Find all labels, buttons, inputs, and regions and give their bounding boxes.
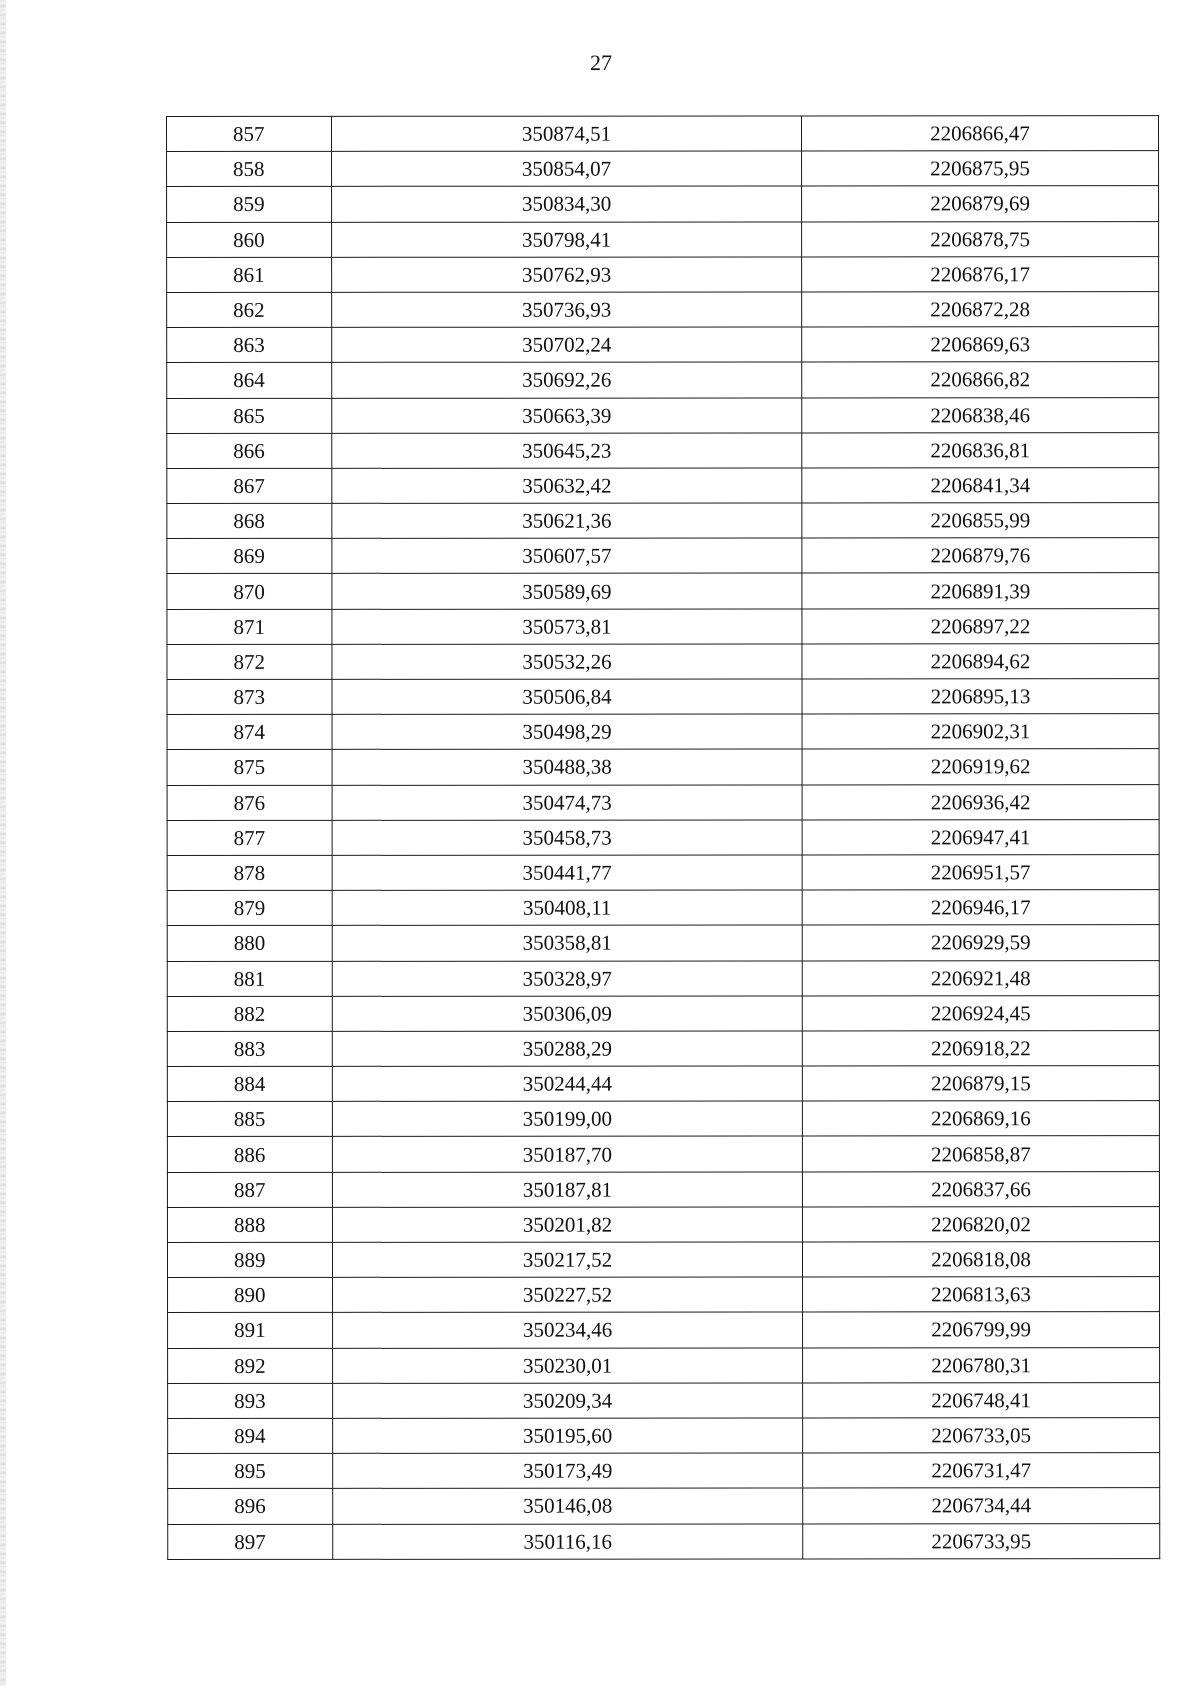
x-coordinate-cell: 350506,84 (332, 679, 802, 715)
point-number-cell: 897 (168, 1524, 333, 1559)
x-coordinate-cell: 350645,23 (332, 433, 802, 469)
point-number-cell: 868 (167, 503, 332, 538)
scan-edge (0, 0, 6, 1686)
y-coordinate-cell: 2206869,16 (802, 1101, 1159, 1136)
x-coordinate-cell: 350306,09 (332, 996, 802, 1032)
point-number-cell: 858 (167, 152, 332, 187)
y-coordinate-cell: 2206813,63 (803, 1277, 1160, 1312)
table-row (167, 890, 1159, 926)
table-row (167, 784, 1159, 820)
table-row (167, 468, 1159, 504)
y-coordinate-cell: 2206734,44 (803, 1488, 1160, 1523)
x-coordinate-cell: 350798,41 (332, 222, 802, 258)
y-coordinate-cell: 2206936,42 (802, 784, 1159, 819)
table-row (167, 256, 1159, 292)
x-coordinate-cell: 350187,81 (332, 1172, 802, 1208)
table-row (168, 1488, 1160, 1524)
table-row (167, 573, 1159, 609)
y-coordinate-cell: 2206733,05 (803, 1418, 1160, 1453)
table-row (168, 1312, 1160, 1348)
point-number-cell: 874 (167, 715, 332, 750)
y-coordinate-cell: 2206855,99 (802, 503, 1159, 538)
x-coordinate-cell: 350874,51 (332, 116, 802, 152)
x-coordinate-cell: 350692,26 (332, 362, 802, 398)
x-coordinate-cell: 350834,30 (332, 186, 802, 222)
x-coordinate-cell: 350209,34 (333, 1383, 803, 1419)
table-row (167, 432, 1159, 468)
y-coordinate-cell: 2206929,59 (802, 925, 1159, 960)
table-row (167, 749, 1159, 785)
point-number-cell: 878 (167, 855, 332, 890)
y-coordinate-cell: 2206878,75 (802, 221, 1159, 256)
x-coordinate-cell: 350607,57 (332, 538, 802, 574)
y-coordinate-cell: 2206818,08 (802, 1242, 1159, 1277)
y-coordinate-cell: 2206947,41 (802, 819, 1159, 854)
y-coordinate-cell: 2206872,28 (802, 292, 1159, 327)
x-coordinate-cell: 350663,39 (332, 397, 802, 433)
table-row (167, 221, 1159, 257)
table-row (167, 292, 1159, 328)
y-coordinate-cell: 2206841,34 (802, 468, 1159, 503)
y-coordinate-cell: 2206820,02 (802, 1206, 1159, 1241)
y-coordinate-cell: 2206869,63 (802, 327, 1159, 362)
y-coordinate-cell: 2206866,47 (802, 116, 1159, 151)
point-number-cell: 889 (167, 1242, 332, 1277)
point-number-cell: 871 (167, 609, 332, 644)
table-row (167, 116, 1159, 152)
y-coordinate-cell: 2206858,87 (802, 1136, 1159, 1171)
x-coordinate-cell: 350573,81 (332, 609, 802, 645)
y-coordinate-cell: 2206875,95 (802, 151, 1159, 186)
point-number-cell: 877 (167, 820, 332, 855)
point-number-cell: 895 (168, 1453, 333, 1488)
coordinates-table-body (167, 116, 1160, 1560)
x-coordinate-cell: 350116,16 (333, 1523, 803, 1559)
point-number-cell: 880 (167, 926, 332, 961)
page-number: 27 (590, 50, 612, 75)
point-number-cell: 873 (167, 679, 332, 714)
x-coordinate-cell: 350187,70 (332, 1136, 802, 1172)
x-coordinate-cell: 350762,93 (332, 257, 802, 293)
table-row (167, 1066, 1159, 1102)
x-coordinate-cell: 350474,73 (332, 785, 802, 821)
x-coordinate-cell: 350621,36 (332, 503, 802, 539)
x-coordinate-cell: 350227,52 (333, 1277, 803, 1313)
y-coordinate-cell: 2206876,17 (802, 256, 1159, 291)
table-row (167, 151, 1159, 187)
y-coordinate-cell: 2206879,69 (802, 186, 1159, 221)
point-number-cell: 869 (167, 539, 332, 574)
table-row (168, 1418, 1160, 1454)
point-number-cell: 888 (167, 1207, 332, 1242)
y-coordinate-cell: 2206879,15 (802, 1066, 1159, 1101)
table-row (167, 608, 1159, 644)
y-coordinate-cell: 2206838,46 (802, 397, 1159, 432)
point-number-cell: 884 (167, 1066, 332, 1101)
y-coordinate-cell: 2206894,62 (802, 643, 1159, 678)
table-row (167, 503, 1159, 539)
point-number-cell: 892 (168, 1348, 333, 1383)
table-row (167, 538, 1159, 574)
table-row (168, 1523, 1160, 1559)
x-coordinate-cell: 350632,42 (332, 468, 802, 504)
table-row (167, 995, 1159, 1031)
point-number-cell: 862 (167, 292, 332, 327)
y-coordinate-cell: 2206918,22 (802, 1031, 1159, 1066)
table-row (168, 1277, 1160, 1313)
point-number-cell: 861 (167, 257, 332, 292)
x-coordinate-cell: 350408,11 (332, 890, 802, 926)
point-number-cell: 885 (167, 1102, 332, 1137)
table-row (167, 1101, 1159, 1137)
x-coordinate-cell: 350736,93 (332, 292, 802, 328)
table-row (167, 186, 1159, 222)
x-coordinate-cell: 350498,29 (332, 714, 802, 750)
point-number-cell: 896 (168, 1489, 333, 1524)
x-coordinate-cell: 350234,46 (333, 1312, 803, 1348)
table-row (167, 960, 1159, 996)
x-coordinate-cell: 350244,44 (332, 1066, 802, 1102)
y-coordinate-cell: 2206733,95 (803, 1523, 1160, 1558)
x-coordinate-cell: 350173,49 (333, 1453, 803, 1489)
x-coordinate-cell: 350458,73 (332, 820, 802, 856)
point-number-cell: 887 (167, 1172, 332, 1207)
y-coordinate-cell: 2206799,99 (803, 1312, 1160, 1347)
x-coordinate-cell: 350201,82 (332, 1207, 802, 1243)
y-coordinate-cell: 2206748,41 (803, 1382, 1160, 1417)
x-coordinate-cell: 350488,38 (332, 749, 802, 785)
table-row (167, 1136, 1159, 1172)
x-coordinate-cell: 350146,08 (333, 1488, 803, 1524)
x-coordinate-cell: 350230,01 (333, 1348, 803, 1384)
point-number-cell: 867 (167, 468, 332, 503)
table-row (167, 1242, 1159, 1278)
table-row (167, 925, 1159, 961)
point-number-cell: 864 (167, 363, 332, 398)
point-number-cell: 882 (167, 996, 332, 1031)
point-number-cell: 890 (168, 1278, 333, 1313)
table-row (167, 397, 1159, 433)
x-coordinate-cell: 350199,00 (332, 1101, 802, 1137)
coordinates-table (166, 115, 1160, 1560)
y-coordinate-cell: 2206951,57 (802, 855, 1159, 890)
x-coordinate-cell: 350589,69 (332, 573, 802, 609)
table-row (167, 714, 1159, 750)
point-number-cell: 879 (167, 890, 332, 925)
y-coordinate-cell: 2206919,62 (802, 749, 1159, 784)
table-row (168, 1453, 1160, 1489)
y-coordinate-cell: 2206921,48 (802, 960, 1159, 995)
x-coordinate-cell: 350532,26 (332, 644, 802, 680)
point-number-cell: 875 (167, 750, 332, 785)
table-row (167, 819, 1159, 855)
point-number-cell: 881 (167, 961, 332, 996)
x-coordinate-cell: 350854,07 (332, 151, 802, 187)
x-coordinate-cell: 350328,97 (332, 960, 802, 996)
point-number-cell: 870 (167, 574, 332, 609)
y-coordinate-cell: 2206780,31 (803, 1347, 1160, 1382)
point-number-cell: 886 (167, 1137, 332, 1172)
point-number-cell: 859 (167, 187, 332, 222)
table-row (167, 1031, 1159, 1067)
y-coordinate-cell: 2206924,45 (802, 995, 1159, 1030)
point-number-cell: 894 (168, 1418, 333, 1453)
point-number-cell: 891 (168, 1313, 333, 1348)
table-row (167, 327, 1159, 363)
x-coordinate-cell: 350217,52 (332, 1242, 802, 1278)
point-number-cell: 883 (167, 1031, 332, 1066)
y-coordinate-cell: 2206902,31 (802, 714, 1159, 749)
x-coordinate-cell: 350288,29 (332, 1031, 802, 1067)
y-coordinate-cell: 2206866,82 (802, 362, 1159, 397)
point-number-cell: 865 (167, 398, 332, 433)
y-coordinate-cell: 2206837,66 (802, 1171, 1159, 1206)
table-row (167, 643, 1159, 679)
point-number-cell: 863 (167, 327, 332, 362)
table-row (167, 679, 1159, 715)
y-coordinate-cell: 2206897,22 (802, 608, 1159, 643)
y-coordinate-cell: 2206879,76 (802, 538, 1159, 573)
y-coordinate-cell: 2206731,47 (803, 1453, 1160, 1488)
point-number-cell: 876 (167, 785, 332, 820)
point-number-cell: 857 (167, 116, 332, 151)
point-number-cell: 866 (167, 433, 332, 468)
table-row (167, 1171, 1159, 1207)
table-row (167, 362, 1159, 398)
point-number-cell: 872 (167, 644, 332, 679)
table-row (167, 1206, 1159, 1242)
y-coordinate-cell: 2206836,81 (802, 432, 1159, 467)
x-coordinate-cell: 350702,24 (332, 327, 802, 363)
table-row (168, 1382, 1160, 1418)
table-row (167, 855, 1159, 891)
y-coordinate-cell: 2206891,39 (802, 573, 1159, 608)
table-row (168, 1347, 1160, 1383)
point-number-cell: 860 (167, 222, 332, 257)
y-coordinate-cell: 2206946,17 (802, 890, 1159, 925)
x-coordinate-cell: 350441,77 (332, 855, 802, 891)
y-coordinate-cell: 2206895,13 (802, 679, 1159, 714)
point-number-cell: 893 (168, 1383, 333, 1418)
x-coordinate-cell: 350195,60 (333, 1418, 803, 1454)
x-coordinate-cell: 350358,81 (332, 925, 802, 961)
